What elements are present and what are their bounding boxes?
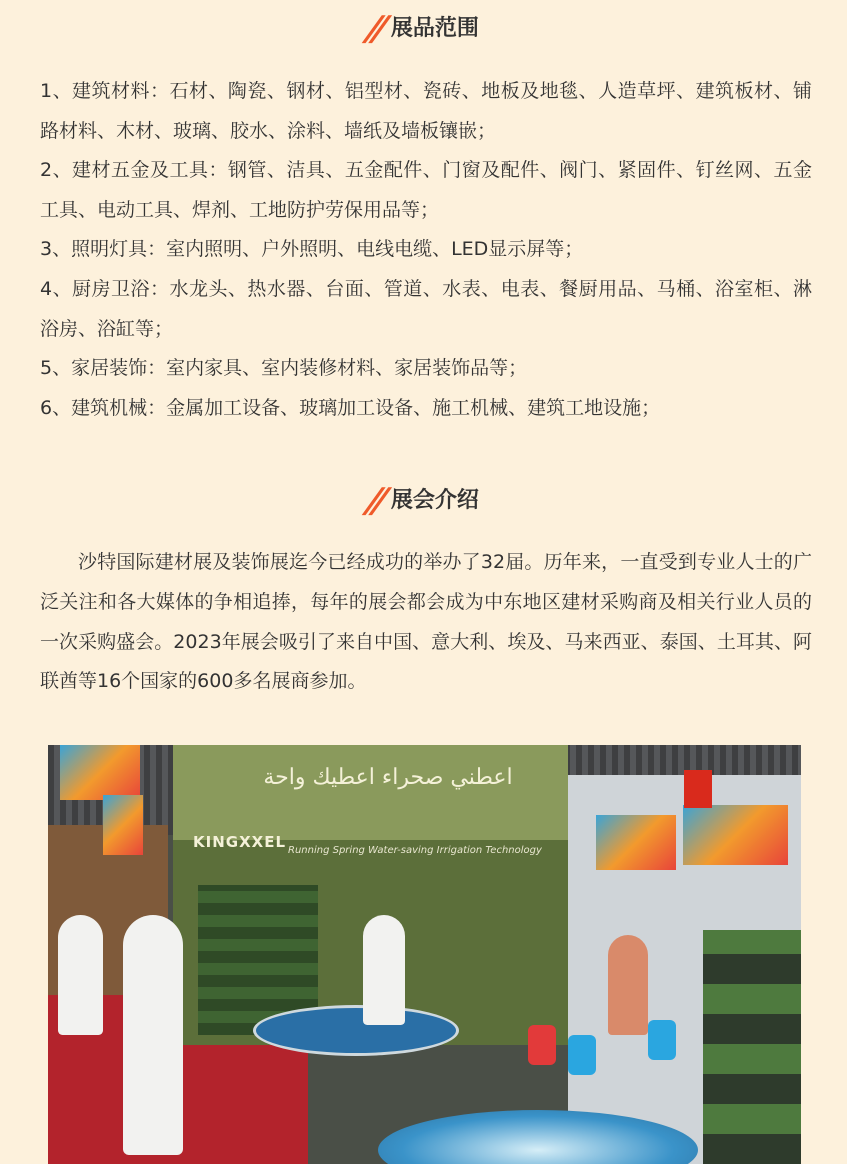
exhibition-photo: [48, 745, 801, 1164]
visitor: [608, 935, 648, 1035]
heading-mark-icon: //: [363, 9, 386, 49]
display-pool: [253, 1005, 459, 1056]
banner: [60, 745, 140, 800]
tagline-sign: Running Spring Water-saving Irrigation Technology: [288, 845, 542, 856]
list-item: 5、家居装饰：室内家具、室内装修材料、家居装饰品等；: [40, 357, 528, 380]
chair: [568, 1035, 596, 1075]
plant-shelf: [703, 930, 801, 1164]
exhibit-list: [40, 72, 812, 428]
list-item: 4、厨房卫浴：水龙头、热水器、台面、管道、水表、电表、餐厨用品、马桶、浴室柜、淋浴房、浴缸等；: [40, 277, 812, 340]
list-item: 6、建筑机械：金属加工设备、玻璃加工设备、施工机械、建筑工地设施；: [40, 396, 661, 419]
section-title: 展品范围: [390, 16, 479, 41]
chair: [648, 1020, 676, 1060]
banner: [683, 805, 788, 865]
banner: [596, 815, 676, 870]
china-flag: [684, 770, 712, 808]
heading-mark-icon: //: [363, 481, 386, 521]
visitor: [123, 915, 183, 1155]
section-title: 展会介绍: [390, 488, 479, 513]
booth-header: [173, 745, 568, 840]
section-heading-intro: [0, 481, 847, 521]
section-heading-exhibits: [0, 9, 847, 49]
visitor: [58, 915, 103, 1035]
intro-paragraph: 沙特国际建材展及装饰展迄今已经成功的举办了32届。历年来，一直受到专业人士的广泛关注和各大媒体的争相追捧，每年的展会都会成为中东地区建材采购商及相关行业人员的一次采购盛会。2023年展会吸引了来自中国、意大利、埃及、马来西亚、泰国、土耳其、阿联酋等16个国家的600多名展商参加。: [40, 551, 812, 693]
visitor: [363, 915, 405, 1025]
arabic-sign: اعطني صحراء اعطيك واحة: [263, 765, 513, 790]
chair: [528, 1025, 556, 1065]
list-item: 2、建材五金及工具：钢管、洁具、五金配件、门窗及配件、阀门、紧固件、钉丝网、五金工具、电动工具、焊剂、工地防护劳保用品等；: [40, 159, 812, 221]
list-item: 1、建筑材料：石材、陶瓷、钢材、铝型材、瓷砖、地板及地毯、人造草坪、建筑板材、铺路材料、木材、玻璃、胶水、涂料、墙纸及墙板镶嵌；: [40, 80, 812, 142]
brand-sign: KINGXXEL: [193, 833, 287, 851]
list-item: 3、照明灯具：室内照明、户外照明、电线电缆、LED显示屏等；: [40, 238, 584, 261]
banner: [103, 795, 143, 855]
